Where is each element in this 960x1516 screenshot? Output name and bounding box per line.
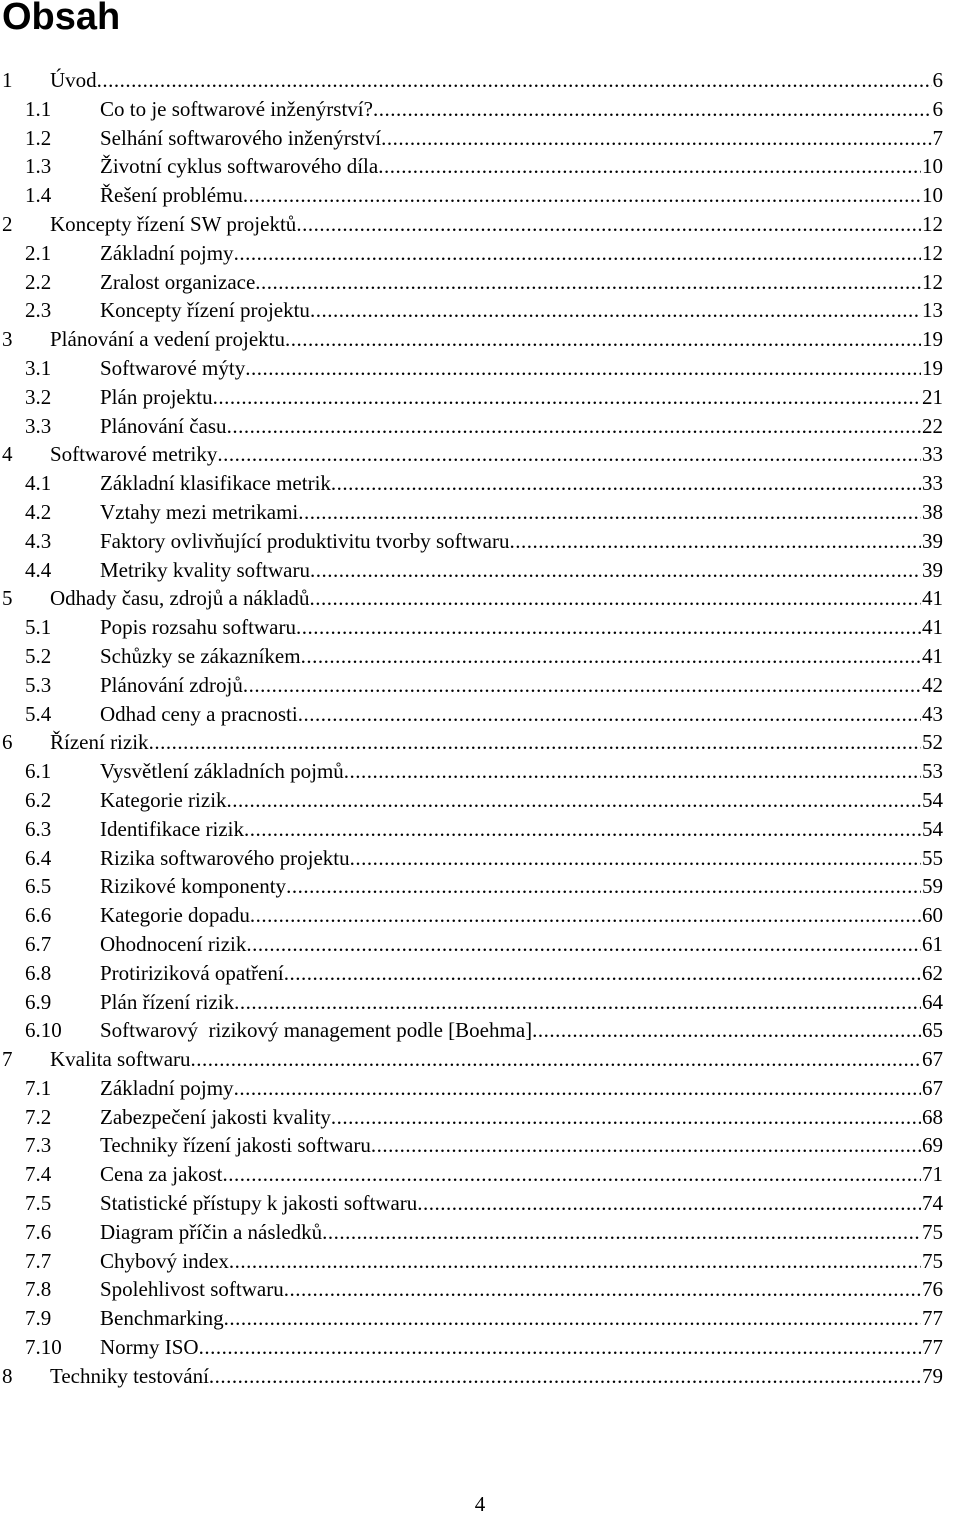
toc-entry-number: 4 (2, 442, 13, 467)
toc-section-entry[interactable] (0, 1189, 960, 1218)
toc-entry-line (100, 469, 943, 498)
toc-entry-title: Rizikové komponenty (100, 874, 287, 899)
toc-entry-page: 68 (922, 1104, 943, 1129)
toc-entry-line (100, 1189, 943, 1218)
toc-entry-title: Techniky testování (50, 1363, 209, 1388)
toc-dot-leader (250, 901, 921, 930)
toc-entry-page: 69 (922, 1133, 943, 1158)
toc-entry-number: 3.2 (25, 384, 52, 409)
toc-entry-number: 5.2 (25, 643, 52, 668)
toc-section-entry[interactable] (0, 757, 960, 786)
toc-dot-leader (217, 440, 921, 469)
toc-entry-line (50, 728, 943, 757)
toc-entry-title: Chybový index (100, 1248, 229, 1273)
toc-entry-title: Základní klasifikace metrik (100, 471, 331, 496)
toc-entry-page: 19 (922, 355, 943, 380)
toc-entry-page: 12 (922, 240, 943, 265)
toc-entry-line (100, 412, 943, 441)
toc-entry-page: 13 (922, 298, 943, 323)
toc-entry-number: 6.3 (25, 816, 52, 841)
toc-dot-leader (227, 786, 921, 815)
toc-dot-leader (213, 383, 921, 412)
toc-entry-title: Plánování času (100, 413, 227, 438)
toc-entry-page: 79 (922, 1363, 943, 1388)
toc-section-entry[interactable] (0, 1131, 960, 1160)
toc-section-entry[interactable] (0, 1103, 960, 1132)
toc-dot-leader (285, 325, 921, 354)
toc-section-entry[interactable] (0, 268, 960, 297)
toc-entry-title: Selhání softwarového inženýrství (100, 125, 382, 150)
toc-entry-page: 60 (922, 903, 943, 928)
toc-section-entry[interactable] (0, 383, 960, 412)
toc-section-entry[interactable] (0, 786, 960, 815)
toc-entry-line (100, 268, 943, 297)
toc-entry-line (100, 239, 943, 268)
toc-entry-page: 76 (922, 1277, 943, 1302)
toc-dot-leader (301, 642, 921, 671)
toc-entry-line (100, 152, 943, 181)
toc-dot-leader (243, 671, 921, 700)
toc-section-entry[interactable] (0, 671, 960, 700)
toc-entry-number: 1.3 (25, 154, 52, 179)
toc-entry-title: Řízení rizik (50, 730, 149, 755)
toc-entry-page: 62 (922, 960, 943, 985)
toc-dot-leader (149, 728, 921, 757)
toc-entry-number: 6.9 (25, 989, 52, 1014)
toc-entry-title: Koncepty řízení SW projektů (50, 211, 297, 236)
toc-entry-page: 74 (922, 1191, 943, 1216)
toc-section-entry[interactable] (0, 556, 960, 585)
toc-entry-title: Plán řízení rizik (100, 989, 235, 1014)
toc-dot-leader (310, 556, 921, 585)
toc-entry-number: 6 (2, 730, 13, 755)
toc-entry-line (100, 815, 943, 844)
toc-entry-number: 6.8 (25, 960, 52, 985)
toc-entry-number: 7.5 (25, 1191, 52, 1216)
toc-dot-leader (229, 1247, 921, 1276)
toc-chapter-entry[interactable] (0, 325, 960, 354)
toc-dot-leader (234, 1074, 921, 1103)
toc-section-entry[interactable] (0, 498, 960, 527)
toc-section-entry[interactable] (0, 988, 960, 1017)
toc-entry-title: Úvod (50, 68, 97, 92)
toc-entry-line (100, 527, 943, 556)
toc-entry-line (100, 642, 943, 671)
toc-section-entry[interactable] (0, 124, 960, 153)
toc-entry-page: 33 (922, 442, 943, 467)
toc-entry-title: Popis rozsahu softwaru (100, 615, 296, 640)
toc-dot-leader (532, 1016, 921, 1045)
toc-entry-number: 5.3 (25, 672, 52, 697)
toc-entry-number: 7.3 (25, 1133, 52, 1158)
toc-entry-title: Metriky kvality softwaru (100, 557, 310, 582)
toc-dot-leader (234, 239, 921, 268)
toc-entry-title: Základní pojmy (100, 1075, 234, 1100)
toc-entry-number: 1.4 (25, 183, 52, 208)
toc-entry-page: 22 (922, 413, 943, 438)
toc-entry-page: 77 (922, 1335, 943, 1360)
toc-section-entry[interactable] (0, 642, 960, 671)
toc-entry-page: 52 (922, 730, 943, 755)
toc-dot-leader (284, 959, 921, 988)
toc-entry-page: 39 (922, 557, 943, 582)
toc-entry-title: Vysvětlení základních pojmů (100, 759, 344, 784)
toc-section-entry[interactable] (0, 959, 960, 988)
toc-entry-title: Schůzky se zákazníkem (100, 643, 301, 668)
toc-dot-leader (255, 268, 921, 297)
toc-dot-leader (373, 95, 932, 124)
toc-entry-title: Spolehlivost softwaru (100, 1277, 284, 1302)
toc-entry-page: 6 (932, 96, 943, 121)
toc-entry-line (100, 757, 943, 786)
toc-section-entry[interactable] (0, 844, 960, 873)
toc-entry-line (50, 210, 943, 239)
toc-section-entry[interactable] (0, 527, 960, 556)
toc-entry-line (100, 872, 943, 901)
toc-section-entry[interactable] (0, 354, 960, 383)
toc-entry-page: 10 (922, 183, 943, 208)
toc-chapter-entry[interactable] (0, 1362, 960, 1391)
toc-entry-page: 41 (922, 586, 943, 611)
toc-entry-line (100, 1016, 943, 1045)
toc-entry-number: 7.6 (25, 1219, 52, 1244)
toc-entry-number: 6.6 (25, 903, 52, 928)
toc-dot-leader (381, 124, 931, 153)
toc-entry-line (100, 296, 943, 325)
toc-chapter-entry[interactable] (0, 728, 960, 757)
toc-entry-line (100, 1275, 943, 1304)
toc-entry-number: 4.2 (25, 499, 52, 524)
toc-entry-line (100, 1103, 943, 1132)
toc-entry-page: 53 (922, 759, 943, 784)
toc-entry-page: 64 (922, 989, 943, 1014)
toc-entry-line (50, 440, 943, 469)
toc-dot-leader (331, 1103, 921, 1132)
toc-dot-leader (246, 930, 921, 959)
toc-dot-leader (286, 872, 921, 901)
toc-entry-line (100, 556, 943, 585)
toc-entry-title: Ohodnocení rizik (100, 931, 247, 956)
toc-entry-number: 3 (2, 327, 13, 352)
toc-entry-page: 12 (922, 211, 943, 236)
toc-entry-number: 6.2 (25, 787, 52, 812)
toc-entry-number: 4.4 (25, 557, 52, 582)
toc-entry-number: 7.10 (25, 1335, 62, 1360)
table-of-contents (0, 66, 960, 1391)
toc-dot-leader (296, 210, 921, 239)
toc-entry-line (100, 1333, 943, 1362)
toc-entry-title: Kategorie rizik (100, 787, 227, 812)
toc-entry-page: 67 (922, 1047, 943, 1072)
toc-section-entry[interactable] (0, 815, 960, 844)
toc-dot-leader (97, 66, 932, 95)
toc-entry-line (100, 498, 943, 527)
toc-section-entry[interactable] (0, 1333, 960, 1362)
toc-dot-leader (378, 152, 921, 181)
toc-entry-page: 41 (922, 643, 943, 668)
toc-entry-line (100, 988, 943, 1017)
toc-entry-title: Softwarové metriky (50, 442, 218, 467)
toc-entry-title: Plánování a vedení projektu (50, 327, 286, 352)
toc-entry-page: 59 (922, 874, 943, 899)
toc-entry-title: Kategorie dopadu (100, 903, 250, 928)
toc-entry-line (100, 786, 943, 815)
toc-entry-number: 7.9 (25, 1306, 52, 1331)
toc-entry-line (100, 959, 943, 988)
toc-entry-title: Techniky řízení jakosti softwaru (100, 1133, 371, 1158)
toc-entry-title: Zabezpečení jakosti kvality (100, 1104, 331, 1129)
toc-dot-leader (331, 469, 921, 498)
toc-entry-page: 77 (922, 1306, 943, 1331)
toc-entry-page: 43 (922, 701, 943, 726)
toc-section-entry[interactable] (0, 872, 960, 901)
toc-section-entry[interactable] (0, 1074, 960, 1103)
toc-entry-number: 6.5 (25, 874, 52, 899)
toc-dot-leader (509, 527, 921, 556)
toc-heading: Obsah (2, 0, 121, 38)
toc-dot-leader (222, 1160, 921, 1189)
toc-dot-leader (209, 1362, 921, 1391)
toc-entry-number: 4.3 (25, 528, 52, 553)
toc-entry-title: Základní pojmy (100, 240, 234, 265)
toc-entry-page: 33 (922, 471, 943, 496)
toc-entry-title: Identifikace rizik (100, 816, 245, 841)
toc-dot-leader (234, 988, 921, 1017)
toc-entry-line (100, 844, 943, 873)
toc-chapter-entry[interactable] (0, 210, 960, 239)
toc-entry-title: Koncepty řízení projektu (100, 298, 310, 323)
toc-entry-number: 2.1 (25, 240, 52, 265)
toc-entry-number: 6.10 (25, 1018, 62, 1043)
toc-section-entry[interactable] (0, 296, 960, 325)
toc-entry-title: Diagram příčin a následků (100, 1219, 323, 1244)
toc-entry-line (100, 613, 943, 642)
toc-entry-number: 2.3 (25, 298, 52, 323)
toc-entry-number: 4.1 (25, 471, 52, 496)
toc-section-entry[interactable] (0, 239, 960, 268)
toc-entry-number: 2.2 (25, 269, 52, 294)
toc-entry-page: 19 (922, 327, 943, 352)
toc-entry-page: 21 (922, 384, 943, 409)
toc-entry-title: Benchmarking (100, 1306, 224, 1331)
toc-section-entry[interactable] (0, 700, 960, 729)
toc-entry-title: Rizika softwarového projektu (100, 845, 350, 870)
toc-entry-page: 41 (922, 615, 943, 640)
toc-section-entry[interactable] (0, 412, 960, 441)
toc-entry-line (100, 1218, 943, 1247)
toc-dot-leader (224, 1304, 921, 1333)
toc-entry-page: 54 (922, 787, 943, 812)
toc-section-entry[interactable] (0, 1304, 960, 1333)
toc-chapter-entry[interactable] (0, 584, 960, 613)
toc-entry-page: 75 (922, 1219, 943, 1244)
toc-entry-number: 7.8 (25, 1277, 52, 1302)
toc-entry-page: 7 (932, 125, 943, 150)
toc-entry-line (100, 1247, 943, 1276)
toc-entry-number: 1 (2, 68, 13, 92)
toc-section-entry[interactable] (0, 1016, 960, 1045)
toc-chapter-entry[interactable] (0, 66, 960, 95)
toc-entry-page: 39 (922, 528, 943, 553)
toc-section-entry[interactable] (0, 930, 960, 959)
toc-entry-title: Softwarový rizikový management podle [Boehma] (100, 1018, 533, 1043)
toc-dot-leader (298, 498, 921, 527)
toc-entry-title: Plánování zdrojů (100, 672, 243, 697)
toc-entry-page: 71 (922, 1162, 943, 1187)
toc-entry-number: 7.7 (25, 1248, 52, 1273)
toc-entry-title: Plán projektu (100, 384, 213, 409)
toc-entry-number: 3.3 (25, 413, 52, 438)
toc-entry-page: 75 (922, 1248, 943, 1273)
toc-dot-leader (243, 181, 921, 210)
toc-entry-title: Statistické přístupy k jakosti softwaru (100, 1191, 418, 1216)
toc-entry-number: 3.1 (25, 355, 52, 380)
toc-dot-leader (310, 296, 921, 325)
toc-entry-page: 55 (922, 845, 943, 870)
toc-dot-leader (371, 1131, 921, 1160)
toc-dot-leader (344, 757, 921, 786)
toc-entry-line (100, 1304, 943, 1333)
toc-entry-title: Odhady času, zdrojů a nákladů (50, 586, 310, 611)
toc-section-entry[interactable] (0, 1275, 960, 1304)
toc-entry-page: 6 (932, 68, 943, 92)
toc-section-entry[interactable] (0, 469, 960, 498)
toc-section-entry[interactable] (0, 1160, 960, 1189)
toc-entry-line (100, 124, 943, 153)
toc-entry-line (50, 1045, 943, 1074)
toc-entry-number: 6.1 (25, 759, 52, 784)
toc-section-entry[interactable] (0, 1247, 960, 1276)
toc-chapter-entry[interactable] (0, 440, 960, 469)
toc-entry-title: Životní cyklus softwarového díla (100, 154, 379, 179)
toc-entry-line (50, 66, 943, 95)
toc-entry-title: Protiriziková opatření (100, 960, 284, 985)
toc-entry-number: 1.2 (25, 125, 52, 150)
toc-entry-title: Softwarové mýty (100, 355, 246, 380)
toc-entry-line (100, 181, 943, 210)
toc-entry-line (50, 325, 943, 354)
toc-dot-leader (350, 844, 921, 873)
toc-entry-page: 10 (922, 154, 943, 179)
toc-dot-leader (244, 815, 921, 844)
toc-entry-number: 1.1 (25, 96, 52, 121)
toc-entry-page: 38 (922, 499, 943, 524)
toc-entry-number: 5.4 (25, 701, 52, 726)
toc-entry-line (100, 700, 943, 729)
toc-entry-line (50, 584, 943, 613)
toc-entry-number: 7 (2, 1047, 13, 1072)
toc-entry-line (50, 1362, 943, 1391)
toc-entry-number: 6.4 (25, 845, 52, 870)
toc-dot-leader (417, 1189, 921, 1218)
toc-dot-leader (227, 412, 921, 441)
toc-entry-title: Co to je softwarové inženýrství? (100, 96, 373, 121)
toc-section-entry[interactable] (0, 152, 960, 181)
toc-entry-page: 54 (922, 816, 943, 841)
toc-entry-line (100, 671, 943, 700)
toc-entry-page: 12 (922, 269, 943, 294)
toc-entry-number: 5.1 (25, 615, 52, 640)
toc-entry-number: 7.4 (25, 1162, 52, 1187)
toc-dot-leader (298, 700, 921, 729)
toc-entry-line (100, 1160, 943, 1189)
toc-section-entry[interactable] (0, 181, 960, 210)
toc-entry-line (100, 930, 943, 959)
toc-entry-title: Zralost organizace (100, 269, 256, 294)
toc-dot-leader (310, 584, 922, 613)
toc-entry-title: Vztahy mezi metrikami (100, 499, 299, 524)
toc-entry-page: 67 (922, 1075, 943, 1100)
toc-entry-number: 6.7 (25, 931, 52, 956)
toc-section-entry[interactable] (0, 1218, 960, 1247)
toc-entry-title: Řešení problému (100, 183, 243, 208)
toc-dot-leader (191, 1045, 921, 1074)
toc-section-entry[interactable] (0, 901, 960, 930)
toc-section-entry[interactable] (0, 95, 960, 124)
toc-dot-leader (284, 1275, 921, 1304)
toc-entry-line (100, 901, 943, 930)
toc-entry-line (100, 1074, 943, 1103)
toc-entry-number: 2 (2, 211, 13, 236)
toc-dot-leader (322, 1218, 921, 1247)
toc-entry-page: 61 (922, 931, 943, 956)
toc-entry-title: Cena za jakost (100, 1162, 223, 1187)
toc-entry-title: Normy ISO (100, 1335, 199, 1360)
toc-entry-line (100, 383, 943, 412)
toc-entry-number: 7.1 (25, 1075, 52, 1100)
toc-dot-leader (296, 613, 921, 642)
toc-dot-leader (199, 1333, 921, 1362)
toc-entry-line (100, 354, 943, 383)
toc-entry-number: 8 (2, 1363, 13, 1388)
toc-entry-page: 65 (922, 1018, 943, 1043)
toc-entry-number: 5 (2, 586, 13, 611)
toc-dot-leader (245, 354, 921, 383)
toc-entry-number: 7.2 (25, 1104, 52, 1129)
toc-chapter-entry[interactable] (0, 1045, 960, 1074)
toc-entry-title: Odhad ceny a pracnosti (100, 701, 298, 726)
toc-entry-page: 42 (922, 672, 943, 697)
toc-entry-title: Kvalita softwaru (50, 1047, 191, 1072)
page-number: 4 (474, 1492, 486, 1516)
toc-entry-line (100, 95, 943, 124)
toc-entry-line (100, 1131, 943, 1160)
toc-section-entry[interactable] (0, 613, 960, 642)
toc-entry-title: Faktory ovlivňující produktivitu tvorby softwaru (100, 528, 510, 553)
